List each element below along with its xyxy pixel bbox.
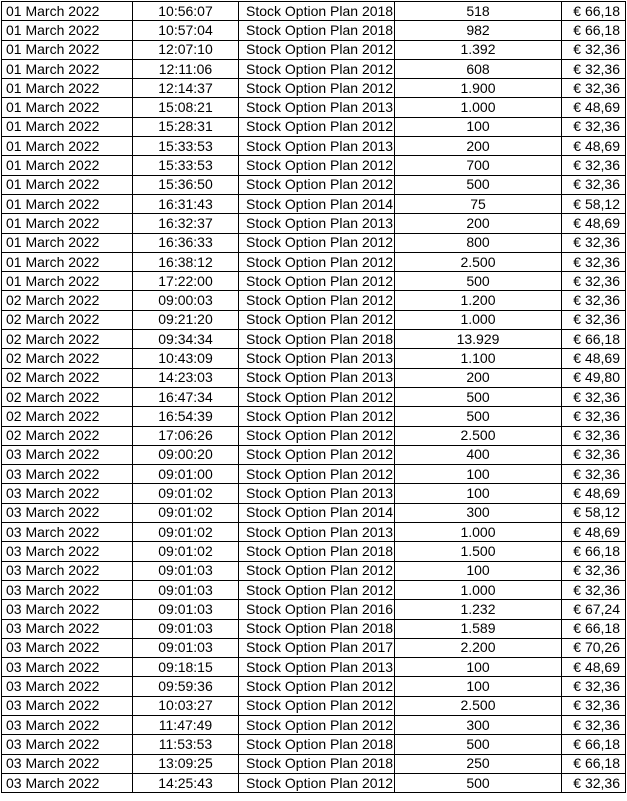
time-cell: 12:07:10	[133, 40, 239, 59]
plan-cell: Stock Option Plan 2012	[239, 696, 395, 715]
date-cell: 03 March 2022	[2, 561, 133, 580]
time-cell: 16:38:12	[133, 252, 239, 271]
quantity-cell: 500	[395, 272, 562, 291]
plan-cell: Stock Option Plan 2018	[239, 754, 395, 773]
date-cell: 01 March 2022	[2, 272, 133, 291]
quantity-cell: 200	[395, 214, 562, 233]
time-cell: 13:09:25	[133, 754, 239, 773]
date-cell: 02 March 2022	[2, 310, 133, 329]
plan-cell: Stock Option Plan 2012	[239, 773, 395, 792]
plan-cell: Stock Option Plan 2012	[239, 79, 395, 98]
time-cell: 09:01:02	[133, 523, 239, 542]
table-row	[2, 407, 626, 426]
quantity-cell: 1.200	[395, 291, 562, 310]
date-cell: 01 March 2022	[2, 175, 133, 194]
date-cell: 03 March 2022	[2, 677, 133, 696]
table-row	[2, 2, 626, 21]
quantity-cell: 518	[395, 2, 562, 21]
date-cell: 03 March 2022	[2, 773, 133, 792]
price-cell: € 32,36	[562, 310, 626, 329]
time-cell: 12:14:37	[133, 79, 239, 98]
plan-cell: Stock Option Plan 2012	[239, 40, 395, 59]
date-cell: 03 March 2022	[2, 445, 133, 464]
time-cell: 10:57:04	[133, 21, 239, 40]
plan-cell: Stock Option Plan 2013	[239, 658, 395, 677]
price-cell: € 48,69	[562, 214, 626, 233]
plan-cell: Stock Option Plan 2014	[239, 194, 395, 213]
date-cell: 03 March 2022	[2, 638, 133, 657]
table-row	[2, 715, 626, 734]
date-cell: 03 March 2022	[2, 542, 133, 561]
plan-cell: Stock Option Plan 2012	[239, 426, 395, 445]
plan-cell: Stock Option Plan 2013	[239, 214, 395, 233]
plan-cell: Stock Option Plan 2012	[239, 117, 395, 136]
quantity-cell: 1.589	[395, 619, 562, 638]
date-cell: 01 March 2022	[2, 98, 133, 117]
date-cell: 02 March 2022	[2, 387, 133, 406]
plan-cell: Stock Option Plan 2012	[239, 387, 395, 406]
date-cell: 01 March 2022	[2, 156, 133, 175]
plan-cell: Stock Option Plan 2012	[239, 59, 395, 78]
time-cell: 15:28:31	[133, 117, 239, 136]
price-cell: € 48,69	[562, 658, 626, 677]
price-cell: € 32,36	[562, 715, 626, 734]
time-cell: 17:22:00	[133, 272, 239, 291]
table-row	[2, 619, 626, 638]
table-row	[2, 465, 626, 484]
time-cell: 14:25:43	[133, 773, 239, 792]
time-cell: 15:36:50	[133, 175, 239, 194]
plan-cell: Stock Option Plan 2012	[239, 407, 395, 426]
plan-cell: Stock Option Plan 2012	[239, 156, 395, 175]
quantity-cell: 13.929	[395, 330, 562, 349]
time-cell: 09:01:03	[133, 619, 239, 638]
quantity-cell: 800	[395, 233, 562, 252]
price-cell: € 66,18	[562, 21, 626, 40]
time-cell: 15:08:21	[133, 98, 239, 117]
table-row	[2, 330, 626, 349]
price-cell: € 66,18	[562, 542, 626, 561]
quantity-cell: 100	[395, 658, 562, 677]
quantity-cell: 500	[395, 407, 562, 426]
quantity-cell: 2.500	[395, 252, 562, 271]
quantity-cell: 100	[395, 484, 562, 503]
time-cell: 09:01:02	[133, 503, 239, 522]
date-cell: 01 March 2022	[2, 21, 133, 40]
plan-cell: Stock Option Plan 2012	[239, 272, 395, 291]
date-cell: 03 March 2022	[2, 600, 133, 619]
date-cell: 03 March 2022	[2, 619, 133, 638]
date-cell: 03 March 2022	[2, 735, 133, 754]
price-cell: € 32,36	[562, 59, 626, 78]
table-row	[2, 735, 626, 754]
price-cell: € 66,18	[562, 330, 626, 349]
plan-cell: Stock Option Plan 2014	[239, 503, 395, 522]
table-row	[2, 137, 626, 156]
quantity-cell: 2.200	[395, 638, 562, 657]
plan-cell: Stock Option Plan 2013	[239, 523, 395, 542]
table-row	[2, 368, 626, 387]
plan-cell: Stock Option Plan 2013	[239, 98, 395, 117]
quantity-cell: 100	[395, 465, 562, 484]
transactions-table	[1, 1, 626, 793]
date-cell: 03 March 2022	[2, 696, 133, 715]
table-row	[2, 484, 626, 503]
time-cell: 10:56:07	[133, 2, 239, 21]
date-cell: 01 March 2022	[2, 2, 133, 21]
time-cell: 11:47:49	[133, 715, 239, 734]
time-cell: 09:00:20	[133, 445, 239, 464]
table-row	[2, 59, 626, 78]
table-row	[2, 156, 626, 175]
date-cell: 01 March 2022	[2, 194, 133, 213]
quantity-cell: 300	[395, 503, 562, 522]
quantity-cell: 100	[395, 117, 562, 136]
plan-cell: Stock Option Plan 2012	[239, 561, 395, 580]
plan-cell: Stock Option Plan 2012	[239, 310, 395, 329]
plan-cell: Stock Option Plan 2012	[239, 291, 395, 310]
plan-cell: Stock Option Plan 2013	[239, 484, 395, 503]
price-cell: € 48,69	[562, 349, 626, 368]
plan-cell: Stock Option Plan 2012	[239, 580, 395, 599]
price-cell: € 32,36	[562, 40, 626, 59]
table-row	[2, 291, 626, 310]
plan-cell: Stock Option Plan 2012	[239, 465, 395, 484]
plan-cell: Stock Option Plan 2012	[239, 715, 395, 734]
plan-cell: Stock Option Plan 2018	[239, 619, 395, 638]
quantity-cell: 1.000	[395, 580, 562, 599]
date-cell: 01 March 2022	[2, 214, 133, 233]
price-cell: € 32,36	[562, 387, 626, 406]
quantity-cell: 982	[395, 21, 562, 40]
table-row	[2, 773, 626, 792]
table-row	[2, 523, 626, 542]
quantity-cell: 1.900	[395, 79, 562, 98]
time-cell: 16:36:33	[133, 233, 239, 252]
price-cell: € 49,80	[562, 368, 626, 387]
date-cell: 03 March 2022	[2, 715, 133, 734]
table-row	[2, 21, 626, 40]
price-cell: € 32,36	[562, 580, 626, 599]
table-row	[2, 561, 626, 580]
time-cell: 14:23:03	[133, 368, 239, 387]
quantity-cell: 1.392	[395, 40, 562, 59]
table-row	[2, 638, 626, 657]
date-cell: 01 March 2022	[2, 117, 133, 136]
price-cell: € 32,36	[562, 426, 626, 445]
table-row	[2, 754, 626, 773]
plan-cell: Stock Option Plan 2016	[239, 600, 395, 619]
quantity-cell: 500	[395, 735, 562, 754]
price-cell: € 66,18	[562, 735, 626, 754]
table-row	[2, 677, 626, 696]
table-row	[2, 426, 626, 445]
price-cell: € 32,36	[562, 117, 626, 136]
price-cell: € 58,12	[562, 503, 626, 522]
date-cell: 03 March 2022	[2, 484, 133, 503]
table-row	[2, 658, 626, 677]
quantity-cell: 700	[395, 156, 562, 175]
quantity-cell: 75	[395, 194, 562, 213]
quantity-cell: 1.100	[395, 349, 562, 368]
time-cell: 11:53:53	[133, 735, 239, 754]
table-row	[2, 98, 626, 117]
time-cell: 09:21:20	[133, 310, 239, 329]
time-cell: 09:01:00	[133, 465, 239, 484]
time-cell: 17:06:26	[133, 426, 239, 445]
quantity-cell: 1.232	[395, 600, 562, 619]
table-row	[2, 175, 626, 194]
quantity-cell: 2.500	[395, 426, 562, 445]
price-cell: € 66,18	[562, 754, 626, 773]
date-cell: 02 March 2022	[2, 426, 133, 445]
time-cell: 15:33:53	[133, 156, 239, 175]
time-cell: 10:43:09	[133, 349, 239, 368]
plan-cell: Stock Option Plan 2012	[239, 175, 395, 194]
quantity-cell: 2.500	[395, 696, 562, 715]
price-cell: € 48,69	[562, 98, 626, 117]
price-cell: € 32,36	[562, 156, 626, 175]
date-cell: 03 March 2022	[2, 580, 133, 599]
price-cell: € 32,36	[562, 407, 626, 426]
price-cell: € 32,36	[562, 291, 626, 310]
quantity-cell: 250	[395, 754, 562, 773]
plan-cell: Stock Option Plan 2017	[239, 638, 395, 657]
price-cell: € 32,36	[562, 773, 626, 792]
plan-cell: Stock Option Plan 2018	[239, 735, 395, 754]
time-cell: 09:01:02	[133, 542, 239, 561]
price-cell: € 66,18	[562, 2, 626, 21]
time-cell: 09:01:03	[133, 638, 239, 657]
time-cell: 12:11:06	[133, 59, 239, 78]
table-row	[2, 40, 626, 59]
date-cell: 01 March 2022	[2, 59, 133, 78]
table-row	[2, 233, 626, 252]
time-cell: 16:54:39	[133, 407, 239, 426]
time-cell: 09:34:34	[133, 330, 239, 349]
plan-cell: Stock Option Plan 2018	[239, 2, 395, 21]
quantity-cell: 200	[395, 137, 562, 156]
quantity-cell: 1.000	[395, 310, 562, 329]
time-cell: 09:00:03	[133, 291, 239, 310]
price-cell: € 70,26	[562, 638, 626, 657]
quantity-cell: 300	[395, 715, 562, 734]
price-cell: € 66,18	[562, 619, 626, 638]
price-cell: € 32,36	[562, 272, 626, 291]
quantity-cell: 100	[395, 561, 562, 580]
price-cell: € 32,36	[562, 445, 626, 464]
quantity-cell: 1.000	[395, 98, 562, 117]
date-cell: 02 March 2022	[2, 368, 133, 387]
date-cell: 02 March 2022	[2, 349, 133, 368]
date-cell: 01 March 2022	[2, 252, 133, 271]
date-cell: 01 March 2022	[2, 40, 133, 59]
time-cell: 16:31:43	[133, 194, 239, 213]
date-cell: 01 March 2022	[2, 233, 133, 252]
table-row	[2, 117, 626, 136]
date-cell: 03 March 2022	[2, 503, 133, 522]
table-row	[2, 349, 626, 368]
date-cell: 03 March 2022	[2, 658, 133, 677]
date-cell: 03 March 2022	[2, 465, 133, 484]
date-cell: 01 March 2022	[2, 137, 133, 156]
price-cell: € 48,69	[562, 137, 626, 156]
quantity-cell: 500	[395, 773, 562, 792]
price-cell: € 32,36	[562, 561, 626, 580]
table-row	[2, 272, 626, 291]
time-cell: 09:18:15	[133, 658, 239, 677]
table-row	[2, 600, 626, 619]
time-cell: 09:01:02	[133, 484, 239, 503]
table-row	[2, 387, 626, 406]
date-cell: 02 March 2022	[2, 407, 133, 426]
table-row	[2, 696, 626, 715]
time-cell: 10:03:27	[133, 696, 239, 715]
quantity-cell: 200	[395, 368, 562, 387]
table-row	[2, 79, 626, 98]
plan-cell: Stock Option Plan 2018	[239, 21, 395, 40]
price-cell: € 48,69	[562, 484, 626, 503]
date-cell: 02 March 2022	[2, 291, 133, 310]
price-cell: € 67,24	[562, 600, 626, 619]
plan-cell: Stock Option Plan 2012	[239, 252, 395, 271]
time-cell: 15:33:53	[133, 137, 239, 156]
table-row	[2, 310, 626, 329]
table-row	[2, 542, 626, 561]
table-row	[2, 194, 626, 213]
plan-cell: Stock Option Plan 2018	[239, 542, 395, 561]
quantity-cell: 608	[395, 59, 562, 78]
quantity-cell: 1.000	[395, 523, 562, 542]
quantity-cell: 400	[395, 445, 562, 464]
time-cell: 09:01:03	[133, 600, 239, 619]
plan-cell: Stock Option Plan 2013	[239, 137, 395, 156]
table-row	[2, 503, 626, 522]
price-cell: € 32,36	[562, 677, 626, 696]
time-cell: 16:32:37	[133, 214, 239, 233]
price-cell: € 32,36	[562, 696, 626, 715]
price-cell: € 32,36	[562, 175, 626, 194]
plan-cell: Stock Option Plan 2012	[239, 445, 395, 464]
date-cell: 02 March 2022	[2, 330, 133, 349]
plan-cell: Stock Option Plan 2012	[239, 677, 395, 696]
plan-cell: Stock Option Plan 2013	[239, 368, 395, 387]
quantity-cell: 500	[395, 175, 562, 194]
time-cell: 16:47:34	[133, 387, 239, 406]
date-cell: 03 March 2022	[2, 523, 133, 542]
plan-cell: Stock Option Plan 2012	[239, 233, 395, 252]
transactions-table-body	[2, 2, 626, 793]
table-row	[2, 252, 626, 271]
price-cell: € 32,36	[562, 79, 626, 98]
price-cell: € 58,12	[562, 194, 626, 213]
quantity-cell: 500	[395, 387, 562, 406]
quantity-cell: 100	[395, 677, 562, 696]
quantity-cell: 1.500	[395, 542, 562, 561]
time-cell: 09:59:36	[133, 677, 239, 696]
plan-cell: Stock Option Plan 2013	[239, 349, 395, 368]
table-row	[2, 214, 626, 233]
time-cell: 09:01:03	[133, 580, 239, 599]
price-cell: € 48,69	[562, 523, 626, 542]
date-cell: 03 March 2022	[2, 754, 133, 773]
price-cell: € 32,36	[562, 233, 626, 252]
date-cell: 01 March 2022	[2, 79, 133, 98]
table-row	[2, 580, 626, 599]
price-cell: € 32,36	[562, 252, 626, 271]
price-cell: € 32,36	[562, 465, 626, 484]
table-row	[2, 445, 626, 464]
time-cell: 09:01:03	[133, 561, 239, 580]
plan-cell: Stock Option Plan 2018	[239, 330, 395, 349]
